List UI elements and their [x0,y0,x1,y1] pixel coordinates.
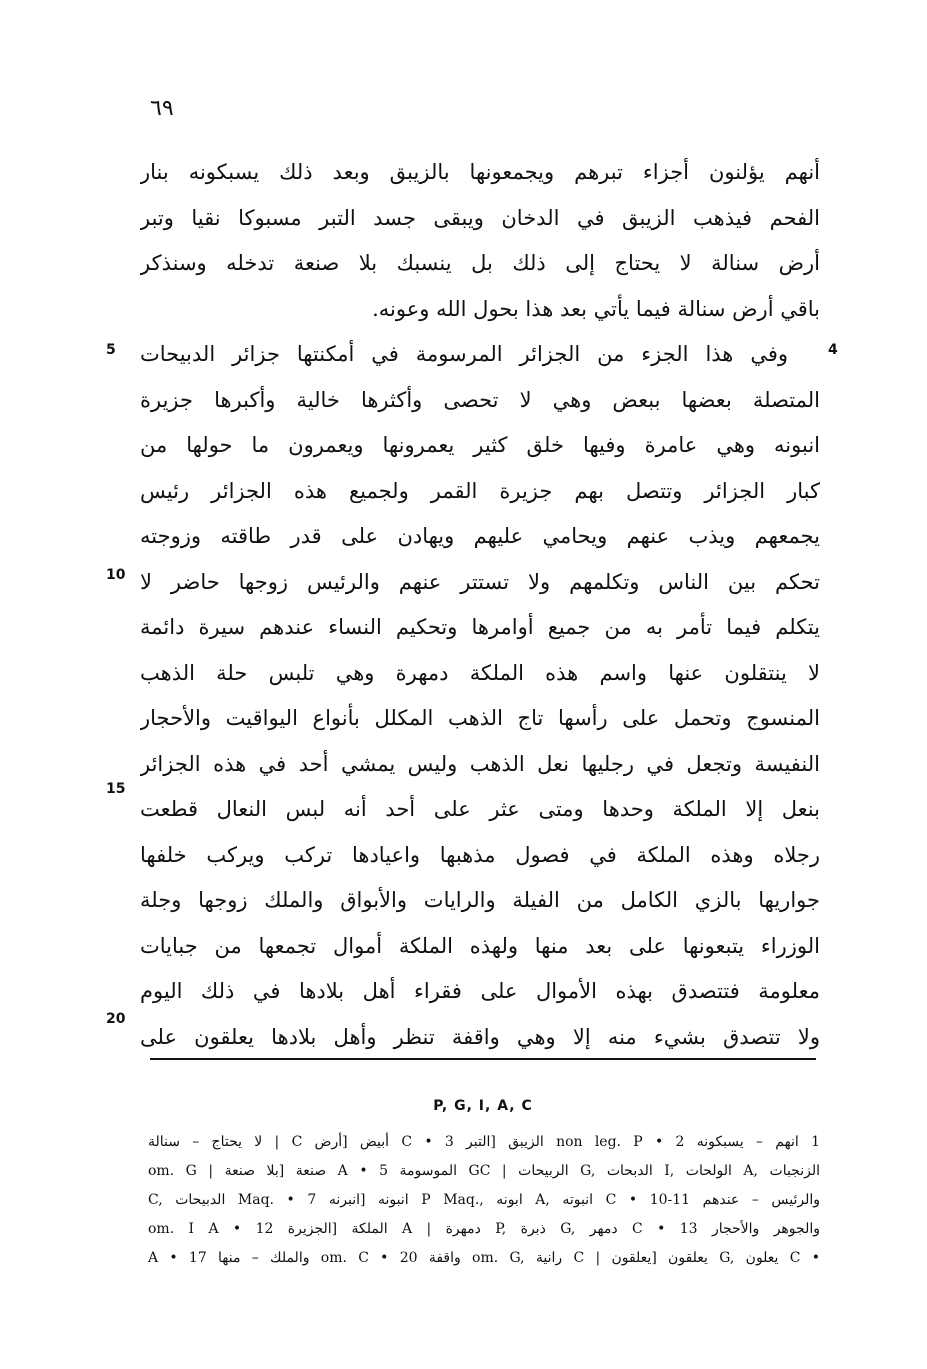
line-number-4: 4 [828,342,838,358]
critical-apparatus [148,1128,820,1273]
line-number-10: 10 [106,567,126,583]
line-number-20: 20 [106,1011,126,1027]
text-line: أرض سنالة لا يحتاج إلى ذلك بل ينسبك بلا صنعة تدخله وسنذكر [140,251,820,275]
manuscript-sigla: P, G, I, A, C [433,1098,533,1114]
text-line: الوزراء يتبعونها على بعد منها ولهذه الملكة أموال تجمعها من جبايات [140,933,820,958]
page-number: ٦٩ [150,96,174,121]
line-number-15: 15 [106,781,126,797]
text-line: كبار الجزائر وتتصل بهم جزيرة القمر ولجميع هذه الجزائر رئيس [140,478,820,503]
text-line: جواريها بالزي الكامل من الفيلة والرايات والأبواق والملك زوجها وجلة [140,888,820,912]
apparatus-line: A • 17 والملك – منها om. C • 20 واقفة om. G, رانية C | يعلقون [يعلقون G, يعلون C • [148,1250,820,1266]
main-text [140,150,820,1060]
text-line: ولا تتصدق بشيء منه إلا وهي واقفة تنظر وأهل بلادها يعلقون على [140,1024,820,1049]
text-line: يجمعهم ويذب عنهم ويحامي عليهم ويهادن على قدر طاقته وزوجته [140,524,820,548]
text-line: تحكم بين الناس وتكلمهم ولا تستتر عنهم والرئيس زوجها حاضر لا [140,569,820,594]
text-line: المنسوج وتحمل على رأسها تاج الذهب المكلل بأنواع اليواقيت والأحجار [140,706,820,730]
text-line: بنعل إلا الملكة وحدها ومتى عثر على أحد أنه لبس النعال قطعت [140,797,820,821]
text-line: أنهم يؤلنون أجزاء تبرهم ويجمعونها بالزيبق وبعد ذلك يسبكونه بنار [140,160,820,184]
line-number-5: 5 [106,342,116,358]
apparatus-line: om. G | صنعة [بلا صنعة A • 5 الموسومة GC | الربيحات G, الدبحات I, الولحات A, الزنجبات [148,1163,820,1179]
footnote-divider [150,1058,816,1060]
text-line: النفيسة وتجعل في رجليها نعل الذهب وليس يمشي أحد في هذه الجزائر [140,751,820,776]
text-line: انبونه وهي عامرة وفيها خلق كثير يعمرونها ويعمرون ما حولها من [140,433,820,457]
text-line: رجلاه وهذه الملكة في فصول مذهبها واعيادها تركب ويركب خلفها [140,842,820,867]
text-line: يتكلم فيما تأمر به من جميع أوامرها وتحكيم النساء عندهم سيرة دائمة [140,615,820,639]
text-line: المتصلة بعضها ببعض وهي لا تحصى وأكثرها خالية وأكبرها جزيرة [140,387,820,412]
apparatus-line: C, الدبيحات Maq. • 7 انبونه [انبرنه P Maq., ابونه A, انبوته C • 10-11 والرئيس – عندهم [148,1192,820,1208]
text-line: معلومة فتتصدق بهذه الأموال على فقراء أهل بلادها في ذلك اليوم [140,979,820,1003]
apparatus-line: om. I A • 12 الملكة [الجزيرة A | دمهرة P, ذبرة G, دمهر C • 13 والجوهر والأحجار [148,1221,820,1237]
text-line: باقي أرض سنالة فيما يأتي بعد هذا بحول الله وعونه. [372,296,820,321]
text-line: وفي هذا الجزء من الجزائر المرسومة في أمكنتها جزائر الدبيحات [140,342,788,366]
text-line: لا ينتقلون عنها واسم هذه الملكة دمهرة وهي تلبس حلة الذهب [140,660,820,685]
apparatus-line: 1 انهم – يسبكونه non leg. P • 2 الزيبق [التبر C • 3 أبيض [أرض C | لا يحتاج – سنالة [148,1134,820,1150]
text-line: الفحم فيذهب الزيبق في الدخان ويبقى جسد التبر مسبوكا نقيا وتبر [140,205,820,230]
